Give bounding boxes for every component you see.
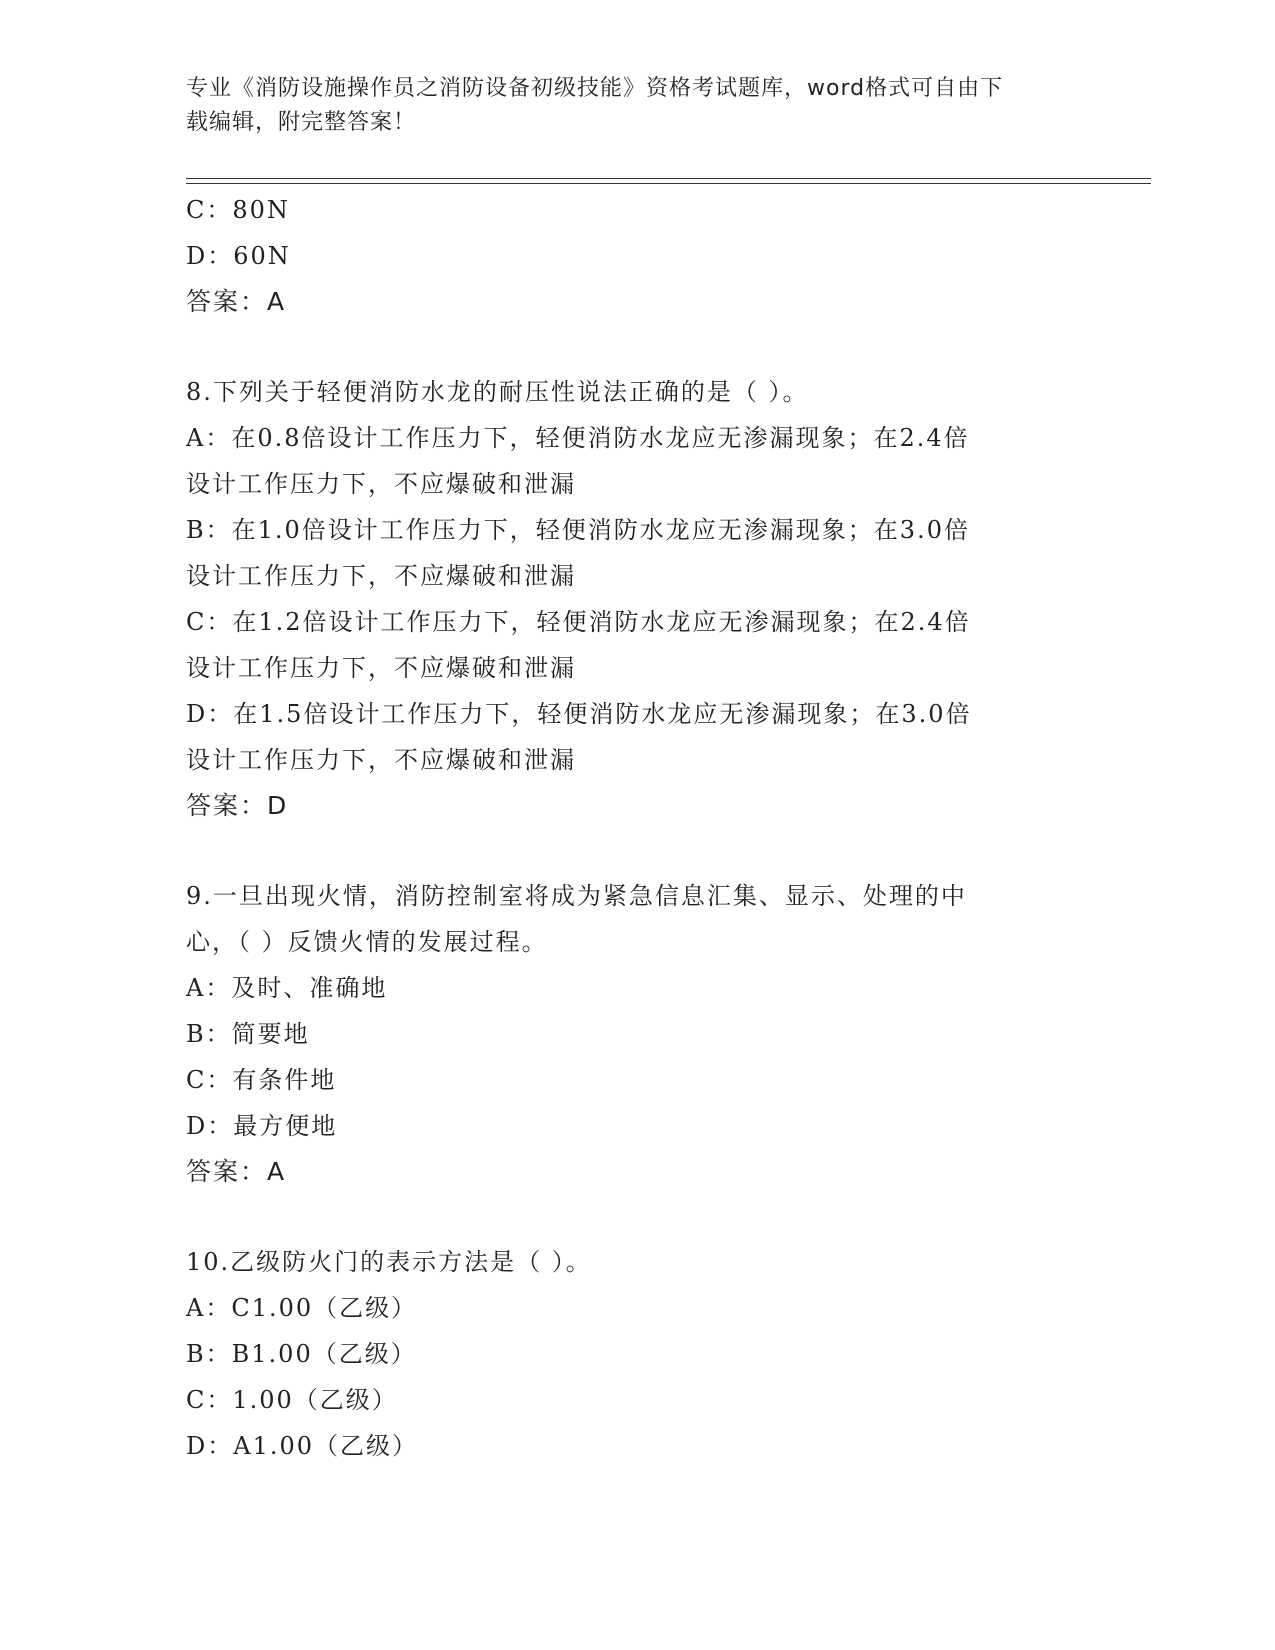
option-d-line-2: 设计工作压力下，不应爆破和泄漏 [186,746,576,774]
question-content [186,187,1086,1469]
question-9 [186,873,1086,1195]
header-line-2: 载编辑，附完整答案！ [186,110,417,135]
spacer [186,1195,1086,1239]
option-b-line-1: B：在1.0倍设计工作压力下，轻便消防水龙应无渗漏现象；在3.0倍 [186,516,970,544]
option-b-line-2: 设计工作压力下，不应爆破和泄漏 [186,562,576,590]
option-c-line-2: 设计工作压力下，不应爆破和泄漏 [186,654,576,682]
answer-line: 答案：A [186,1157,287,1186]
option-d: D：60N [186,242,291,270]
answer-line: 答案：A [186,287,287,316]
option-b: B：简要地 [186,1020,310,1048]
question-stem-line-1: 9.一旦出现火情，消防控制室将成为紧急信息汇集、显示、处理的中 [186,882,967,910]
option-b: B：B1.00（乙级） [186,1340,417,1368]
question-stem: 8.下列关于轻便消防水龙的耐压性说法正确的是（ ）。 [186,378,809,406]
option-c: C：有条件地 [186,1066,337,1094]
option-d: D：A1.00（乙级） [186,1432,419,1460]
option-c: C：80N [186,196,290,224]
header-line-1: 专业《消防设施操作员之消防设备初级技能》资格考试题库，word格式可自由下 [186,76,1004,101]
option-d-line-1: D：在1.5倍设计工作压力下，轻便消防水龙应无渗漏现象；在3.0倍 [186,700,972,728]
page-header [186,72,1086,140]
option-a: A：及时、准确地 [186,974,388,1002]
option-a-line-1: A：在0.8倍设计工作压力下，轻便消防水龙应无渗漏现象；在2.4倍 [186,424,970,452]
spacer [186,829,1086,873]
option-a: A：C1.00（乙级） [186,1294,418,1322]
answer-line: 答案：D [186,791,289,820]
option-d: D：最方便地 [186,1112,338,1140]
question-stem: 10.乙级防火门的表示方法是（ ）。 [186,1248,592,1276]
header-rule-top [186,178,1151,179]
option-c: C：1.00（乙级） [186,1386,398,1414]
spacer [186,325,1086,369]
option-c-line-1: C：在1.2倍设计工作压力下，轻便消防水龙应无渗漏现象；在2.4倍 [186,608,971,636]
previous-question-tail [186,187,1086,325]
option-a-line-2: 设计工作压力下，不应爆破和泄漏 [186,470,576,498]
question-10 [186,1239,1086,1469]
header-rule-bottom [186,183,1151,184]
question-stem-line-2: 心，（ ）反馈火情的发展过程。 [186,928,548,956]
question-8 [186,369,1086,829]
